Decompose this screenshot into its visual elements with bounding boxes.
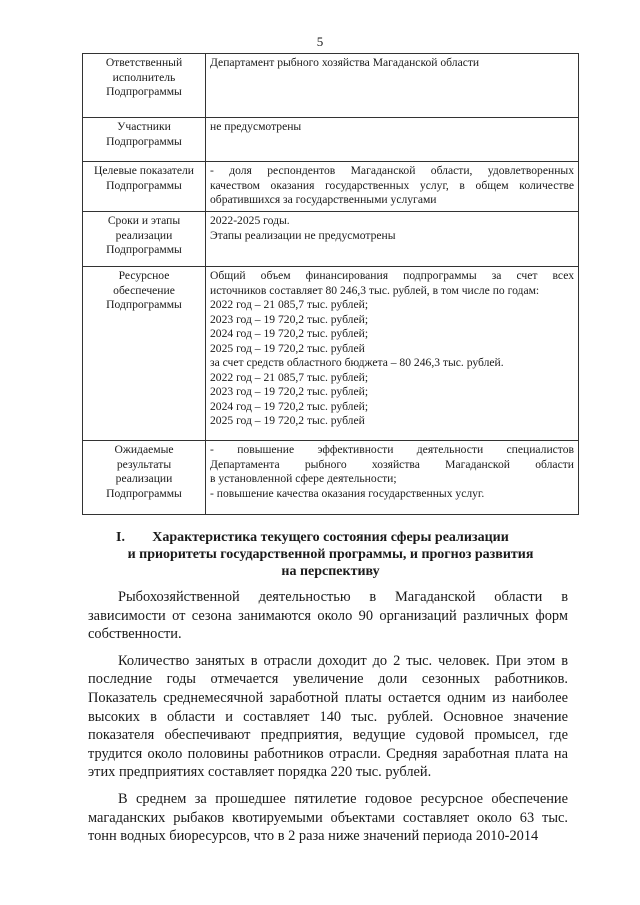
row-label: Целевые показатели Подпрограммы <box>83 162 206 212</box>
section-title-line: на перспективу <box>281 564 380 579</box>
row-value: 2022-2025 годы. Этапы реализации не предусмотрены <box>206 212 579 267</box>
subprogram-passport-table <box>82 53 579 515</box>
row-value: Департамент рыбного хозяйства Магаданской области <box>206 54 579 118</box>
section-title-line: Характеристика текущего состояния сферы реализации <box>152 530 509 545</box>
body-text <box>88 588 568 854</box>
section-number: I. <box>116 530 125 545</box>
table-row <box>83 441 579 515</box>
row-value: - повышение эффективности деятельности специалистов Департамента рыбного хозяйства Магаданской области в установленной сфере деятельности; - повышение качества оказания государственных услуг. <box>206 441 579 515</box>
table-row <box>83 162 579 212</box>
section-title-line: и приоритеты государственной программы, и прогноз развития <box>127 547 534 562</box>
page-number: 5 <box>316 34 324 49</box>
table-row <box>83 267 579 441</box>
row-label: Ожидаемые результаты реализации Подпрограммы <box>83 441 206 515</box>
row-label: Ответственный исполнитель Подпрограммы <box>83 54 206 118</box>
row-label: Сроки и этапы реализации Подпрограммы <box>83 212 206 267</box>
row-label: Ресурсное обеспечение Подпрограммы <box>83 267 206 441</box>
paragraph: В среднем за прошедшее пятилетие годовое ресурсное обеспечение магаданских рыбаков квотируемыми объектами составляет около 63 тыс. тонн водных биоресурсов, что в 2 раза ниже значений периода 2010-2014 <box>88 790 568 845</box>
paragraph: Количество занятых в отрасли доходит до 2 тыс. человек. При этом в последние годы отмечается увеличение доли сезонных работников. Показатель среднемесячной заработной платы остается одним из наиболее высоких в области и составляет 140 тыс. рублей. Основное значение показателя обеспечивают предприятия, ведущие судовой промысел, где трудится около половины работников отрасли. Средняя заработная плата на этих предприятиях составляет порядка 220 тыс. рублей. <box>88 652 568 781</box>
table-row <box>83 212 579 267</box>
row-value: Общий объем финансирования подпрограммы за счет всех источников составляет 80 246,3 тыс. рублей, в том числе по годам: 2022 год – 21 085,7 тыс. рублей; 2023 год – 19 720,2 тыс. рублей; 2024 год – 19 720,2 тыс. рублей; 2025 год – 19 720,2 тыс. рублей за счет средств областного бюджета – 80 246,3 тыс. рублей. 2022 год – 21 085,7 тыс. рублей; 2023 год – 19 720,2 тыс. рублей; 2024 год – 19 720,2 тыс. рублей; 2025 год – 19 720,2 тыс. рублей <box>206 267 579 441</box>
table-row <box>83 54 579 118</box>
table-row <box>83 118 579 162</box>
row-label: Участники Подпрограммы <box>83 118 206 162</box>
section-heading <box>82 529 579 580</box>
paragraph: Рыбохозяйственной деятельностью в Магаданской области в зависимости от сезона занимаются около 90 организаций различных форм собственности. <box>88 589 568 643</box>
row-value: не предусмотрены <box>206 118 579 162</box>
row-value: - доля респондентов Магаданской области, удовлетворенных качеством оказания государственных услуг, в общем количестве обратившихся за государственными услугами <box>206 162 579 212</box>
